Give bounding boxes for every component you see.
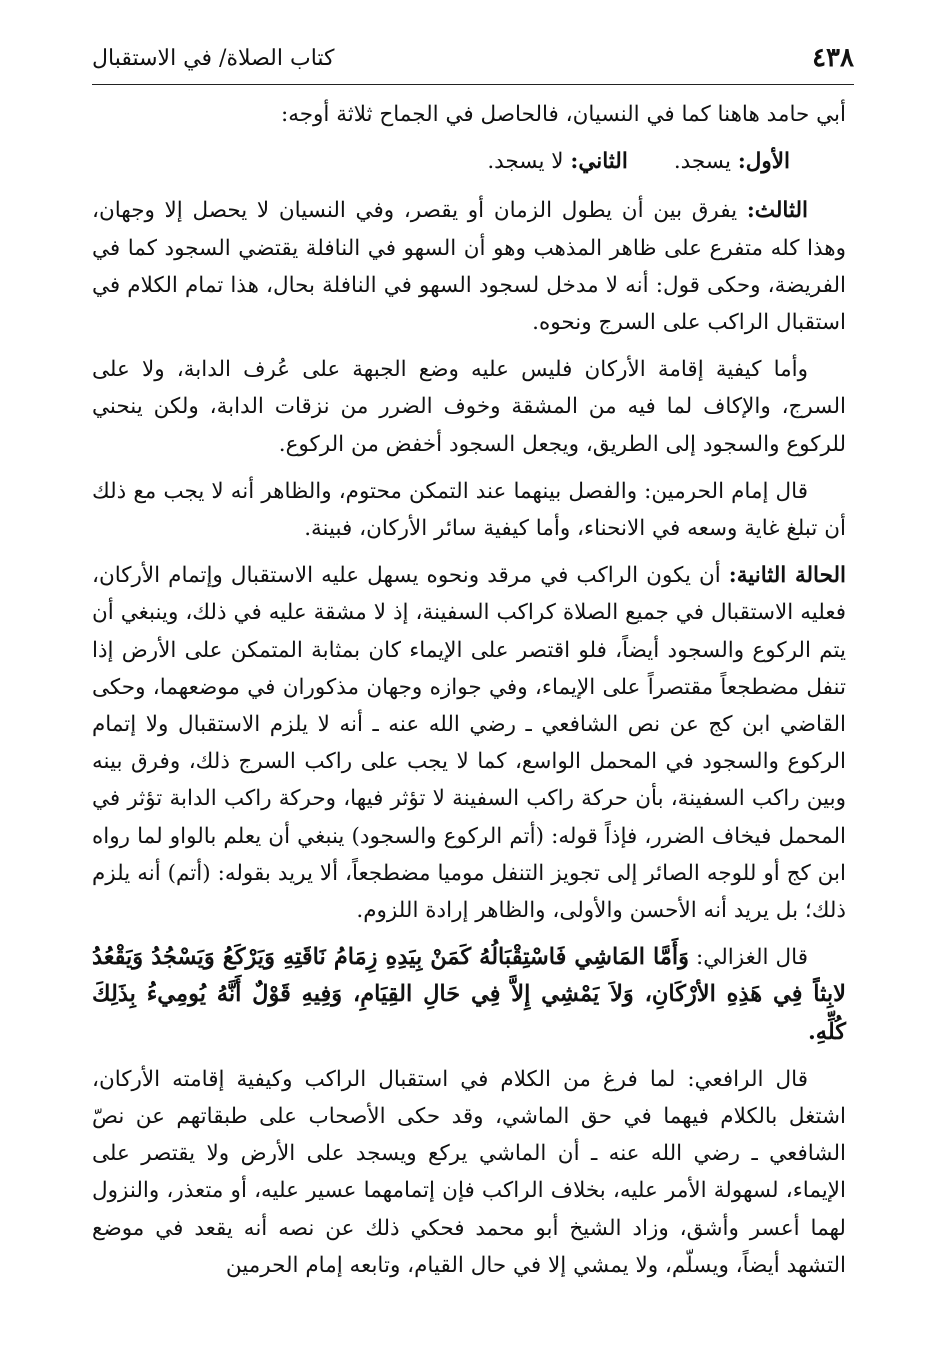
- paragraph-third-view: [92, 192, 846, 341]
- paragraph-1: أبي حامد هاهنا كما في النسيان، فالحاصل في الجماح ثلاثة أوجه:: [280, 102, 846, 127]
- header-divider: [92, 84, 854, 85]
- paragraph-ghazali-quote: [92, 939, 846, 1051]
- first-opinion-text: يسجد.: [673, 149, 738, 175]
- paragraph-rafii: قال الرافعي: لما فرغ من الكلام في استقبال الراكب وكيفية إقامته الأركان، اشتغل بالكلام فيهما في حق الماشي، وقد حكى الأصحاب على طبقاتهم عن نصّ الشافعي ـ رضي الله عنه ـ أن الماشي يركع ويسجد على الأرض ولا يقتصر على الإيماء، لسهولة الأمر عليه، بخلاف الراكب فإن إتمامهما عسير عليه، أو متعذر، والنزول لهما أعسر وأشق، وزاد الشيخ أبو محمد فحكي ذلك عن نصه أنه يقعد في موضع التشهد أيضاً، ويسلّم، ولا يمشي إلا في حال القيام، وتابعه إمام الحرمين: [92, 1066, 846, 1278]
- paragraph-pillars: وأما كيفية إقامة الأركان فليس عليه وضع الجبهة على عُرف الدابة، ولا على السرج، والإكاف لما فيه من المشقة وخوف الضرر من نزقات الدابة، ولكن ينحني للركوع والسجود إلى الطريق، ويجعل السجود أخفض من الركوع.: [92, 357, 846, 457]
- running-title: كتاب الصلاة/ في الاستقبال: [92, 45, 335, 71]
- second-opinion-label: الثاني:: [570, 149, 628, 175]
- paragraph-imam-haramayn: قال إمام الحرمين: والفصل بينهما عند التمكن محتوم، والظاهر أنه لا يجب مع ذلك أن تبلغ غاية وسعه في الانحناء، وأما كيفية سائر الأركان، فبينة.: [92, 478, 846, 542]
- page-body: [92, 96, 846, 1294]
- second-state-text: أن يكون الراكب في مرقد ونحوه يسهل عليه الاستقبال وإتمام الأركان، فعليه الاستقبال في جميع الصلاة كراكب السفينة، إذ لا مشقة عليه في ذلك، وينبغي أن يتم الركوع والسجود أيضاً، فلو اقتصر على الإيماء كان بمثابة المتمكن على الأرض إذا تنفل مضطجعاً مقتصراً على الإيماء، وفي جوازه وجهان مذكوران في موضعهما، وحكى القاضي ابن كج عن نص الشافعي ـ رضي الله عنه ـ أنه لا يلزم الاستقبال ولا إتمام الركوع والسجود في المحمل الواسع، كما لا يجب على راكب السرج ذلك، وفرق بينه وبين راكب السفينة، بأن حركة راكب السفينة لا تؤثر فيها، وحركة راكب الدابة تؤثر في المحمل فيخاف الضرر، فإذاً قوله: (أتم الركوع والسجود) ينبغي أن يعلم بالواو لما رواه ابن كج أو للوجه الصائر إلى تجويز التنفل موميا مضطجعاً، ألا يريد بقوله: (أتم) أنه يلزم ذلك؛ بل يريد أنه الأحسن والأولى، والظاهر إرادة اللزوم.: [92, 563, 846, 924]
- second-state-label: الحالة الثانية:: [728, 563, 847, 589]
- paragraph-opinions: [92, 143, 846, 180]
- first-opinion-label: الأول:: [737, 149, 790, 175]
- ghazali-lead: قال الغزالي:: [689, 945, 808, 971]
- third-view-label: الثالث:: [746, 198, 808, 224]
- page-header: [92, 36, 854, 80]
- page-number: ٤٣٨: [812, 43, 854, 73]
- paragraph-second-state: [92, 557, 846, 929]
- second-opinion-text: لا يسجد.: [487, 149, 571, 175]
- third-view-text: يفرق بين أن يطول الزمان أو يقصر، وفي النسيان لا يحصل إلا وجهان، وهذا كله متفرع على ظاهر المذهب وهو أن السهو في النافلة يقتضي السجود كما في الفريضة، وحكى قول: أنه لا مدخل لسجود السهو في النافلة بحال، هذا تمام الكلام في استقبال الراكب على السرج ونحوه.: [92, 198, 846, 336]
- ghazali-quote-text: وَأَمَّا المَاشِي فَاسْتِقْبَالُهُ كَمَنْ بِيَدِهِ زِمَامُ نَاقَتِهِ وَيَرْكَعُ وَيَسْجُدُ وَيَقْعُدُ لابِثاً فِي هَذِهِ الأرْكَانِ، وَلاَ يَمْشِي إِلاَّ فِي حَالِ القِيَامِ، وَفِيهِ قَوْلٌ أَنَّهُ يُومِيءُ بِذَلِكَ كُلِّهِ.: [92, 944, 846, 1045]
